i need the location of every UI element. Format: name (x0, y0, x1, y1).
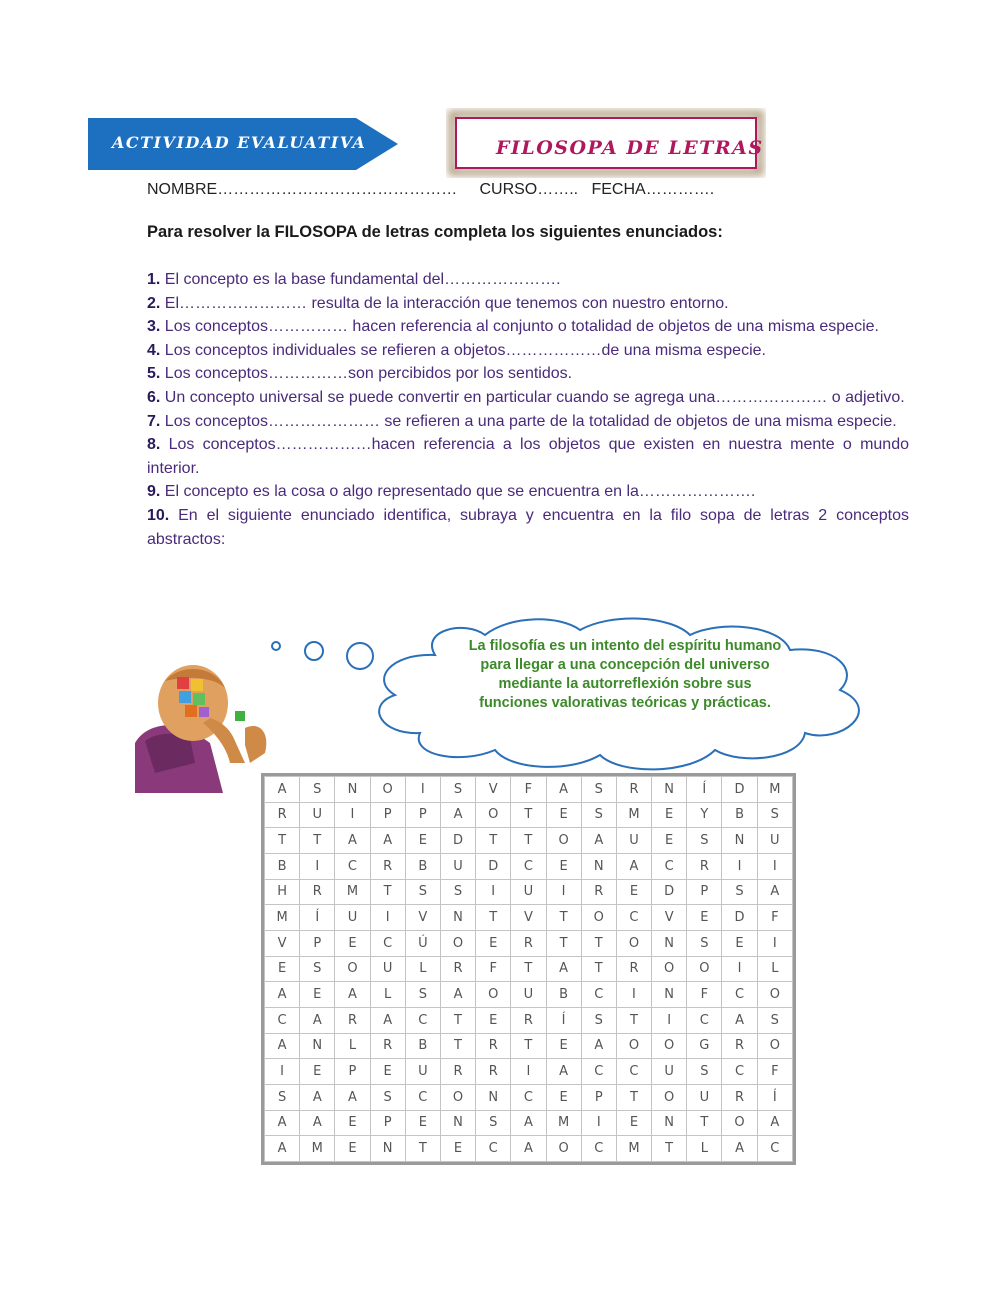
grid-cell[interactable]: O (652, 1033, 687, 1059)
grid-cell[interactable]: O (546, 828, 581, 854)
question-text: El…………………… resulta de la interacción que tenemos con nuestro entorno. (160, 294, 729, 312)
grid-cell[interactable]: O (581, 905, 616, 931)
question-item (147, 292, 909, 316)
grid-cell[interactable]: A (757, 879, 792, 905)
grid-cell[interactable]: C (722, 1059, 757, 1085)
question-number: 9. (147, 483, 161, 501)
grid-cell[interactable]: R (370, 853, 405, 879)
grid-cell[interactable]: L (757, 956, 792, 982)
instruction-text: Para resolver la FILOSOPA de letras completa los siguientes enunciados: (147, 223, 723, 241)
grid-cell[interactable]: U (405, 1059, 440, 1085)
grid-cell[interactable]: N (476, 1084, 511, 1110)
grid-cell[interactable]: C (476, 1136, 511, 1162)
grid-cell[interactable]: S (440, 777, 475, 803)
grid-cell[interactable]: U (335, 905, 370, 931)
word-search-grid (261, 773, 796, 1165)
grid-cell[interactable]: C (616, 1059, 651, 1085)
grid-cell[interactable]: D (652, 879, 687, 905)
grid-cell[interactable]: I (581, 1110, 616, 1136)
grid-row (265, 879, 793, 905)
grid-cell[interactable]: O (370, 777, 405, 803)
grid-cell[interactable]: E (652, 802, 687, 828)
grid-cell[interactable]: C (652, 853, 687, 879)
grid-cell[interactable]: T (581, 956, 616, 982)
grid-cell[interactable]: O (687, 956, 722, 982)
grid-cell[interactable]: I (370, 905, 405, 931)
grid-cell[interactable]: T (546, 905, 581, 931)
grid-cell[interactable]: U (757, 828, 792, 854)
grid-cell[interactable]: A (370, 1007, 405, 1033)
grid-cell[interactable]: O (476, 802, 511, 828)
grid-cell[interactable]: A (265, 1136, 300, 1162)
grid-cell[interactable]: R (370, 1033, 405, 1059)
question-item (147, 504, 909, 551)
grid-cell[interactable]: I (546, 879, 581, 905)
thought-bubble-text: La filosofía es un intento del espíritu humano para llegar a una concepción del universo mediante la autorreflexión sobre sus funciones valorativas teóricas y prácticas. (468, 638, 782, 711)
question-text: Los conceptos individuales se refieren a objetos………………de una misma especie. (160, 341, 766, 359)
grid-cell[interactable]: T (476, 905, 511, 931)
question-number: 8. (147, 436, 161, 454)
question-item (147, 362, 909, 386)
grid-cell[interactable]: S (722, 879, 757, 905)
grid-cell[interactable]: S (581, 777, 616, 803)
grid-cell[interactable]: N (652, 982, 687, 1008)
grid-cell[interactable]: R (511, 1007, 546, 1033)
grid-cell[interactable]: E (405, 1110, 440, 1136)
grid-cell[interactable]: B (405, 853, 440, 879)
grid-cell[interactable]: U (440, 853, 475, 879)
grid-cell[interactable]: O (335, 956, 370, 982)
question-item (147, 433, 909, 480)
grid-cell[interactable]: I (757, 853, 792, 879)
question-number: 2. (147, 294, 161, 312)
grid-cell[interactable]: C (405, 1084, 440, 1110)
grid-row (265, 828, 793, 854)
worksheet-title: FILOSOPA DE LETRAS (496, 137, 764, 159)
question-number: 1. (147, 271, 161, 288)
grid-cell[interactable]: T (511, 956, 546, 982)
grid-cell[interactable]: I (265, 1059, 300, 1085)
activity-banner-label: ACTIVIDAD EVALUATIVA (112, 133, 367, 152)
grid-cell[interactable]: M (546, 1110, 581, 1136)
question-text: Los conceptos…………… hacen referencia al conjunto o totalidad de objetos de una misma especie. (160, 318, 879, 336)
grid-cell[interactable]: E (300, 982, 335, 1008)
grid-cell[interactable]: A (581, 1033, 616, 1059)
grid-cell[interactable]: E (440, 1136, 475, 1162)
grid-cell[interactable]: M (616, 802, 651, 828)
question-item (147, 386, 909, 410)
grid-cell[interactable]: Ú (405, 930, 440, 956)
grid-cell[interactable]: R (476, 1059, 511, 1085)
grid-cell[interactable]: C (616, 905, 651, 931)
grid-cell[interactable]: N (652, 777, 687, 803)
grid-cell[interactable]: E (265, 956, 300, 982)
grid-cell[interactable]: Í (757, 1084, 792, 1110)
grid-cell[interactable]: A (722, 1007, 757, 1033)
grid-cell[interactable]: L (370, 982, 405, 1008)
grid-cell[interactable]: T (440, 1007, 475, 1033)
grid-row (265, 1084, 793, 1110)
grid-cell[interactable]: S (687, 1059, 722, 1085)
question-number: 7. (147, 412, 161, 430)
grid-cell[interactable]: B (265, 853, 300, 879)
grid-cell[interactable]: R (300, 879, 335, 905)
grid-cell[interactable]: C (405, 1007, 440, 1033)
grid-cell[interactable]: O (440, 1084, 475, 1110)
grid-cell[interactable]: U (652, 1059, 687, 1085)
grid-cell[interactable]: P (405, 802, 440, 828)
grid-cell[interactable]: C (687, 1007, 722, 1033)
grid-cell[interactable]: E (546, 1084, 581, 1110)
grid-cell[interactable]: C (511, 853, 546, 879)
grid-cell[interactable]: O (546, 1136, 581, 1162)
grid-cell[interactable]: E (616, 879, 651, 905)
grid-cell[interactable]: M (616, 1136, 651, 1162)
grid-cell[interactable]: T (511, 802, 546, 828)
grid-cell[interactable]: A (335, 982, 370, 1008)
grid-cell[interactable]: N (652, 1110, 687, 1136)
grid-cell[interactable]: I (757, 930, 792, 956)
grid-cell[interactable]: N (370, 1136, 405, 1162)
grid-cell[interactable]: C (581, 1136, 616, 1162)
question-item (147, 339, 909, 363)
grid-cell[interactable]: S (370, 1084, 405, 1110)
grid-cell[interactable]: Í (687, 777, 722, 803)
question-number: 10. (147, 506, 170, 524)
grid-cell[interactable]: T (687, 1110, 722, 1136)
question-text: Un concepto universal se puede convertir en particular cuando se agrega una………………… o adjetivo. (160, 388, 905, 406)
grid-cell[interactable]: I (476, 879, 511, 905)
grid-cell[interactable]: R (687, 853, 722, 879)
grid-cell[interactable]: C (757, 1136, 792, 1162)
grid-row (265, 1033, 793, 1059)
grid-cell[interactable]: L (687, 1136, 722, 1162)
grid-cell[interactable]: G (687, 1033, 722, 1059)
grid-cell[interactable]: Y (687, 802, 722, 828)
grid-cell[interactable]: I (722, 853, 757, 879)
grid-cell[interactable]: E (300, 1059, 335, 1085)
grid-cell[interactable]: N (722, 828, 757, 854)
grid-cell[interactable]: I (405, 777, 440, 803)
grid-cell[interactable]: T (652, 1136, 687, 1162)
grid-cell[interactable]: O (652, 1084, 687, 1110)
grid-cell[interactable]: N (300, 1033, 335, 1059)
grid-cell[interactable]: A (335, 1084, 370, 1110)
grid-cell[interactable]: A (546, 956, 581, 982)
grid-cell[interactable]: E (687, 905, 722, 931)
grid-cell[interactable]: O (652, 956, 687, 982)
grid-cell[interactable]: L (405, 956, 440, 982)
grid-cell[interactable]: P (335, 1059, 370, 1085)
grid-cell[interactable]: A (546, 1059, 581, 1085)
grid-cell[interactable]: A (546, 777, 581, 803)
grid-cell[interactable]: A (616, 853, 651, 879)
grid-cell[interactable]: P (581, 1084, 616, 1110)
grid-cell[interactable]: A (722, 1136, 757, 1162)
grid-cell[interactable]: O (476, 982, 511, 1008)
grid-cell[interactable]: P (300, 930, 335, 956)
grid-cell[interactable]: T (405, 1136, 440, 1162)
grid-cell[interactable]: O (757, 982, 792, 1008)
grid-cell[interactable]: A (757, 1110, 792, 1136)
grid-cell[interactable]: U (511, 982, 546, 1008)
grid-cell[interactable]: A (581, 828, 616, 854)
grid-cell[interactable]: C (581, 1059, 616, 1085)
grid-cell[interactable]: B (546, 982, 581, 1008)
grid-cell[interactable]: A (511, 1110, 546, 1136)
grid-cell[interactable]: R (511, 930, 546, 956)
grid-cell[interactable]: R (265, 802, 300, 828)
grid-cell[interactable]: N (581, 853, 616, 879)
grid-cell[interactable]: S (757, 802, 792, 828)
grid-cell[interactable]: S (581, 802, 616, 828)
grid-cell[interactable]: I (722, 956, 757, 982)
grid-cell[interactable]: F (757, 905, 792, 931)
grid-cell[interactable]: R (440, 1059, 475, 1085)
grid-cell[interactable]: L (335, 1033, 370, 1059)
grid-cell[interactable]: E (722, 930, 757, 956)
grid-cell[interactable]: R (440, 956, 475, 982)
grid-cell[interactable]: A (265, 982, 300, 1008)
grid-cell[interactable]: V (476, 777, 511, 803)
grid-cell[interactable]: T (265, 828, 300, 854)
grid-cell[interactable]: O (440, 930, 475, 956)
question-text: En el siguiente enunciado identifica, subraya y encuentra en la filo sopa de letras 2 conceptos abstractos: (147, 506, 909, 548)
grid-cell[interactable]: A (300, 1110, 335, 1136)
grid-cell[interactable]: T (616, 1007, 651, 1033)
grid-row (265, 777, 793, 803)
grid-cell[interactable]: D (722, 905, 757, 931)
question-number: 6. (147, 388, 161, 406)
grid-row (265, 930, 793, 956)
grid-cell[interactable]: T (300, 828, 335, 854)
grid-cell[interactable]: D (440, 828, 475, 854)
grid-cell[interactable]: R (722, 1033, 757, 1059)
grid-cell[interactable]: E (370, 1059, 405, 1085)
grid-cell[interactable]: T (616, 1084, 651, 1110)
grid-cell[interactable]: S (405, 879, 440, 905)
grid-cell[interactable]: V (265, 930, 300, 956)
grid-cell[interactable]: N (440, 1110, 475, 1136)
grid-cell[interactable]: S (440, 879, 475, 905)
grid-cell[interactable]: A (265, 777, 300, 803)
grid-cell[interactable]: U (616, 828, 651, 854)
grid-cell[interactable]: S (581, 1007, 616, 1033)
grid-cell[interactable]: B (405, 1033, 440, 1059)
grid-row (265, 982, 793, 1008)
grid-cell[interactable]: E (335, 930, 370, 956)
grid-cell[interactable]: E (476, 1007, 511, 1033)
grid-cell[interactable]: A (335, 828, 370, 854)
question-item (147, 268, 909, 292)
grid-cell[interactable]: B (722, 802, 757, 828)
grid-cell[interactable]: E (616, 1110, 651, 1136)
question-number: 4. (147, 341, 161, 359)
grid-cell[interactable]: C (581, 982, 616, 1008)
grid-row (265, 905, 793, 931)
grid-cell[interactable]: S (757, 1007, 792, 1033)
grid-cell[interactable]: T (476, 828, 511, 854)
grid-cell[interactable]: E (546, 853, 581, 879)
question-item (147, 315, 909, 339)
grid-row (265, 956, 793, 982)
grid-row (265, 853, 793, 879)
grid-cell[interactable]: D (476, 853, 511, 879)
grid-cell[interactable]: M (335, 879, 370, 905)
grid-cell[interactable]: T (370, 879, 405, 905)
grid-cell[interactable]: A (300, 1007, 335, 1033)
grid-cell[interactable]: O (757, 1033, 792, 1059)
grid-cell[interactable]: V (405, 905, 440, 931)
question-text: El concepto es la cosa o algo representado que se encuentra en la…………………. (160, 483, 756, 501)
grid-cell[interactable]: Í (300, 905, 335, 931)
question-number: 3. (147, 318, 161, 336)
grid-cell[interactable]: A (265, 1033, 300, 1059)
grid-cell[interactable]: S (405, 982, 440, 1008)
grid-cell[interactable]: A (300, 1084, 335, 1110)
grid-cell[interactable]: O (616, 1033, 651, 1059)
grid-cell[interactable]: A (440, 802, 475, 828)
grid-cell[interactable]: E (335, 1136, 370, 1162)
grid-cell[interactable]: S (687, 828, 722, 854)
grid-cell[interactable]: C (265, 1007, 300, 1033)
grid-cell[interactable]: V (511, 905, 546, 931)
grid-cell[interactable]: P (370, 1110, 405, 1136)
question-text: El concepto es la base fundamental del…………………. (160, 271, 561, 288)
grid-cell[interactable]: E (405, 828, 440, 854)
grid-row (265, 1059, 793, 1085)
grid-cell[interactable]: D (722, 777, 757, 803)
grid-cell[interactable]: F (687, 982, 722, 1008)
grid-cell[interactable]: I (616, 982, 651, 1008)
question-text: Los conceptos………………hacen referencia a los objetos que existen en nuestra mente o mundo interior. (147, 436, 909, 477)
grid-cell[interactable]: O (722, 1110, 757, 1136)
grid-cell[interactable]: T (581, 930, 616, 956)
grid-cell[interactable]: E (546, 1033, 581, 1059)
grid-cell[interactable]: I (511, 1059, 546, 1085)
grid-cell[interactable]: S (265, 1084, 300, 1110)
grid-cell[interactable]: R (616, 956, 651, 982)
grid-cell[interactable]: M (265, 905, 300, 931)
grid-cell[interactable]: P (370, 802, 405, 828)
grid-cell[interactable]: C (511, 1084, 546, 1110)
questions-list (147, 268, 909, 551)
question-text: Los conceptos………………… se refieren a una parte de la totalidad de objetos de una misma especie. (160, 412, 897, 430)
grid-cell[interactable]: V (652, 905, 687, 931)
grid-cell[interactable]: E (476, 930, 511, 956)
question-text: Los conceptos……………son percibidos por los sentidos. (160, 365, 573, 383)
grid-cell[interactable]: A (440, 982, 475, 1008)
grid-row (265, 1007, 793, 1033)
grid-cell[interactable]: F (476, 956, 511, 982)
grid-cell[interactable]: S (300, 956, 335, 982)
grid-cell[interactable]: M (300, 1136, 335, 1162)
grid-cell[interactable]: N (652, 930, 687, 956)
grid-cell[interactable]: Í (546, 1007, 581, 1033)
grid-cell[interactable]: U (687, 1084, 722, 1110)
grid-cell[interactable]: E (652, 828, 687, 854)
grid-cell[interactable]: S (300, 777, 335, 803)
grid-cell[interactable]: R (722, 1084, 757, 1110)
grid-cell[interactable]: A (370, 828, 405, 854)
grid-cell[interactable]: P (687, 879, 722, 905)
grid-cell[interactable]: R (476, 1033, 511, 1059)
grid-cell[interactable]: U (511, 879, 546, 905)
grid-cell[interactable]: N (440, 905, 475, 931)
grid-cell[interactable]: T (511, 1033, 546, 1059)
grid-cell[interactable]: T (546, 930, 581, 956)
grid-cell[interactable]: R (335, 1007, 370, 1033)
thinker-illustration (135, 663, 280, 793)
grid-cell[interactable]: C (722, 982, 757, 1008)
question-item (147, 410, 909, 434)
question-item (147, 480, 909, 504)
grid-cell[interactable]: U (300, 802, 335, 828)
grid-cell[interactable]: H (265, 879, 300, 905)
grid-cell[interactable]: T (440, 1033, 475, 1059)
grid-cell[interactable]: U (370, 956, 405, 982)
grid-cell[interactable]: R (616, 777, 651, 803)
grid-cell[interactable]: C (335, 853, 370, 879)
student-info-line: NOMBRE……………………………………… CURSO…….. FECHA…………. (147, 181, 715, 198)
grid-cell[interactable]: F (757, 1059, 792, 1085)
grid-cell[interactable]: S (687, 930, 722, 956)
grid-row (265, 802, 793, 828)
grid-cell[interactable]: O (616, 930, 651, 956)
grid-row (265, 1136, 793, 1162)
grid-cell[interactable]: A (265, 1110, 300, 1136)
question-number: 5. (147, 365, 161, 383)
grid-cell[interactable]: I (300, 853, 335, 879)
grid-cell[interactable]: A (511, 1136, 546, 1162)
grid-cell[interactable]: E (546, 802, 581, 828)
grid-row (265, 1110, 793, 1136)
grid-cell[interactable]: T (511, 828, 546, 854)
grid-cell[interactable]: S (476, 1110, 511, 1136)
grid-cell[interactable]: I (652, 1007, 687, 1033)
grid-cell[interactable]: M (757, 777, 792, 803)
grid-cell[interactable]: N (335, 777, 370, 803)
grid-cell[interactable]: E (335, 1110, 370, 1136)
grid-cell[interactable]: C (370, 930, 405, 956)
grid-cell[interactable]: I (335, 802, 370, 828)
grid-cell[interactable]: F (511, 777, 546, 803)
grid-cell[interactable]: R (581, 879, 616, 905)
